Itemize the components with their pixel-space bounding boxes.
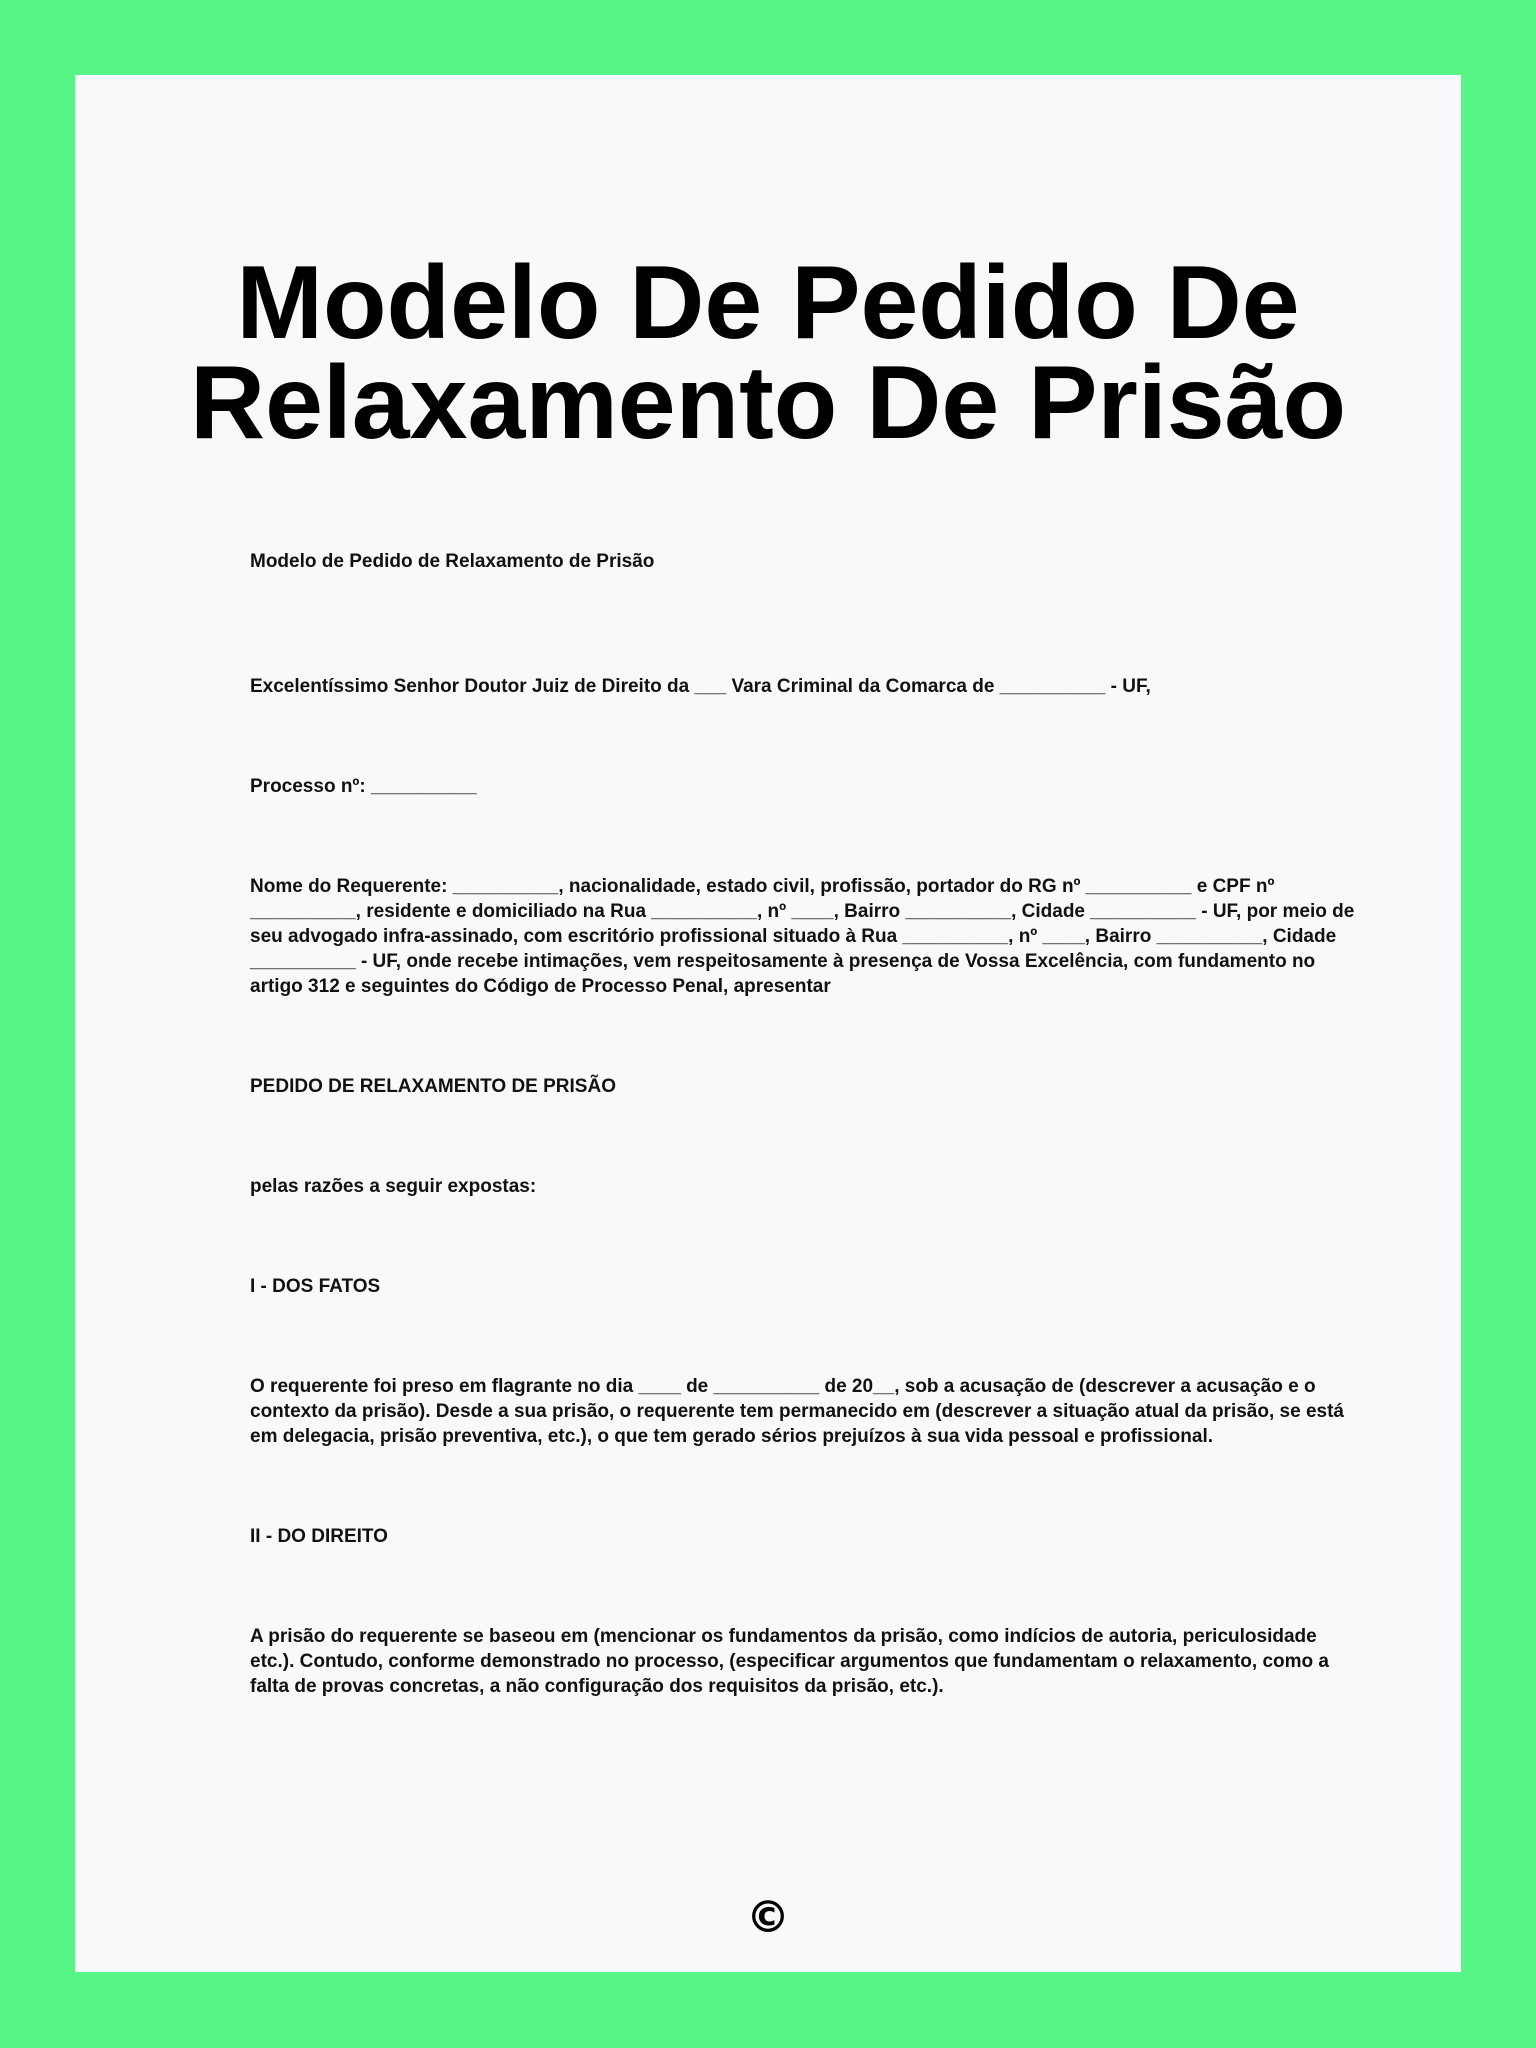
document-title bbox=[75, 245, 1461, 461]
applicant-qualification: Nome do Requerente: __________, nacionalidade, estado civil, profissão, portador do RG nº __________ e CPF nº __________, residente e domiciliado na Rua __________, nº ____, Bairro __________, Cidade __________ - UF, por meio de seu advogado infra-assinado, com escritório profissional situado à Rua __________, nº ____, Bairro __________, Cidade __________ - UF, onde recebe intimações, vem respeitosamente à presença de Vossa Excelência, com fundamento no artigo 312 e seguintes do Código de Processo Penal, apresentar bbox=[250, 876, 1355, 997]
section-facts-heading: I - DOS FATOS bbox=[250, 1276, 381, 1297]
document-sheet bbox=[75, 75, 1461, 1972]
section-law-heading: II - DO DIREITO bbox=[250, 1526, 388, 1547]
process-number: Processo nº: __________ bbox=[250, 776, 477, 797]
document-subtitle: Modelo de Pedido de Relaxamento de Prisão bbox=[250, 551, 655, 572]
document-body bbox=[250, 549, 1355, 1699]
section-facts-body: O requerente foi preso em flagrante no dia ____ de __________ de 20__, sob a acusação de (descrever a acusação e o contexto da prisão). Desde a sua prisão, o requerente tem permanecido em (descrever a situação atual da prisão, se está em delegacia, prisão preventiva, etc.), o que tem gerado sérios prejuízos à sua vida pessoal e profissional. bbox=[250, 1376, 1344, 1447]
section-law-body: A prisão do requerente se baseou em (mencionar os fundamentos da prisão, como indícios de autoria, periculosidade etc.). Contudo, conforme demonstrado no processo, (especificar argumentos que fundamentam o relaxamento, como a falta de provas concretas, a não configuração dos requisitos da prisão, etc.). bbox=[250, 1626, 1329, 1697]
request-heading: PEDIDO DE RELAXAMENTO DE PRISÃO bbox=[250, 1076, 616, 1097]
reasons-intro: pelas razões a seguir expostas: bbox=[250, 1176, 537, 1197]
title-line-1: Modelo De Pedido De bbox=[236, 245, 1300, 361]
copyright-icon: © bbox=[746, 1892, 790, 1943]
court-address: Excelentíssimo Senhor Doutor Juiz de Direito da ___ Vara Criminal da Comarca de __________ - UF, bbox=[250, 676, 1151, 697]
title-line-2: Relaxamento De Prisão bbox=[189, 345, 1347, 461]
